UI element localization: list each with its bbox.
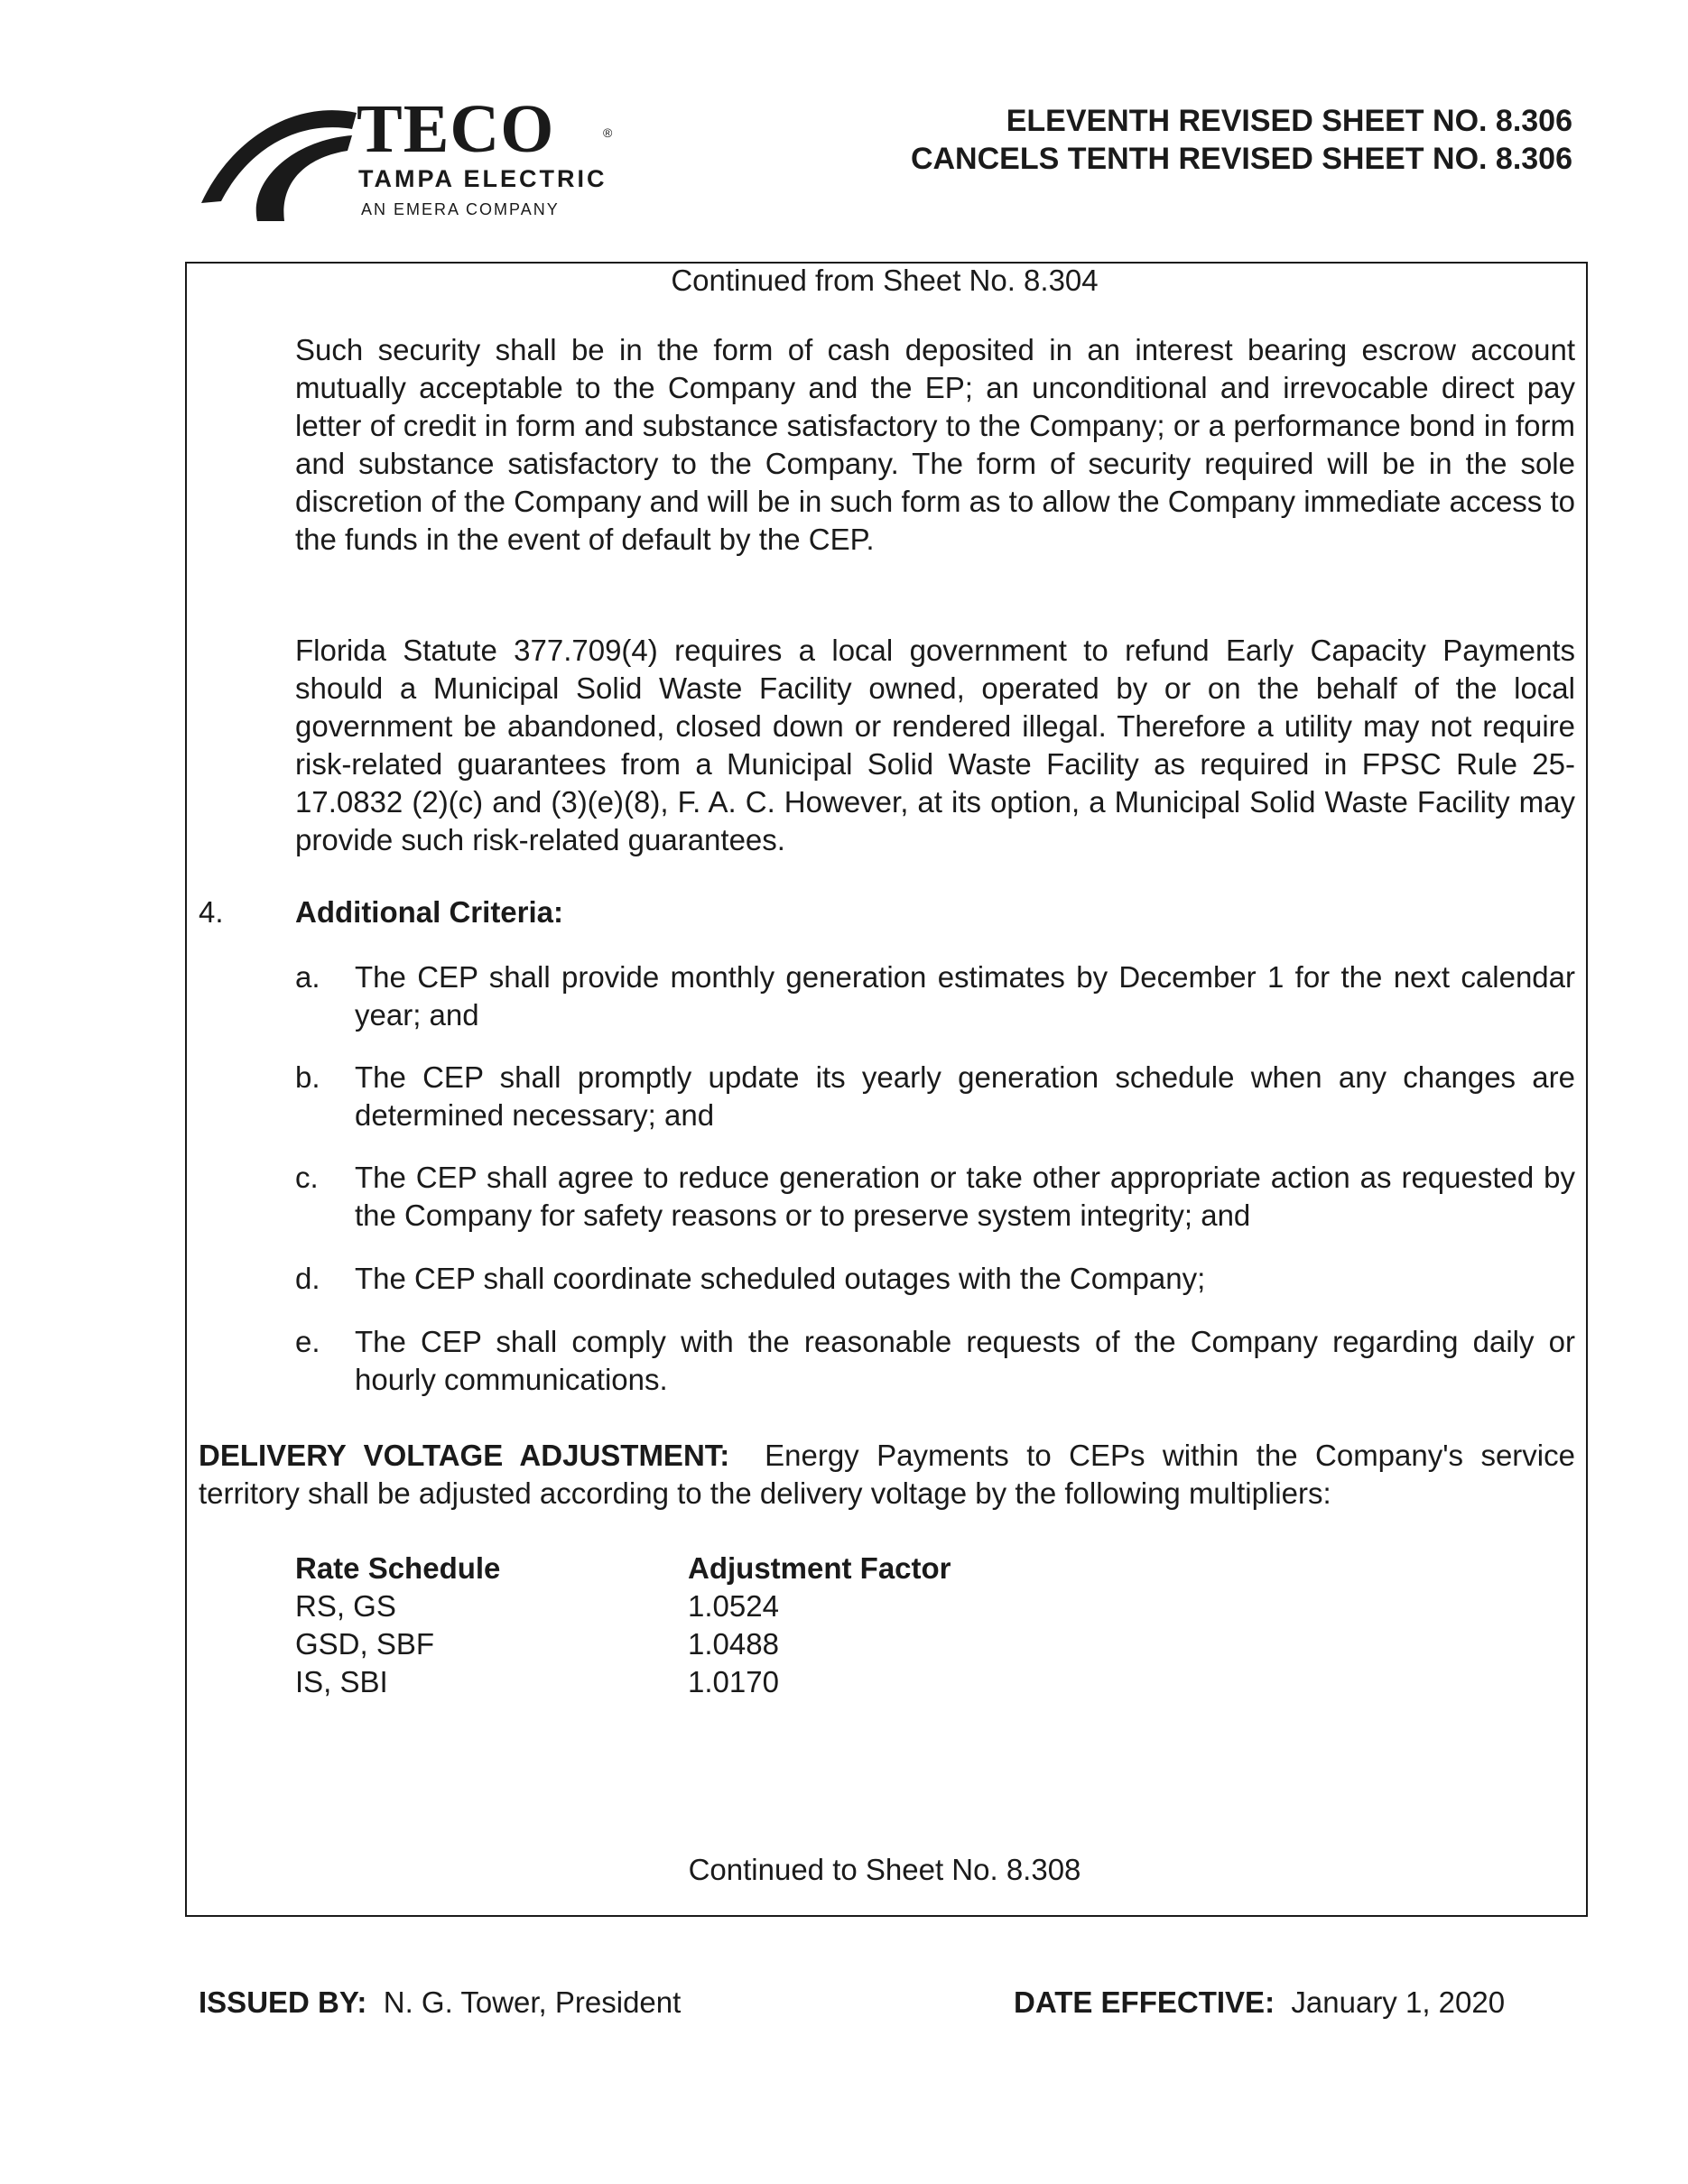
sheet-cancels-line: CANCELS TENTH REVISED SHEET NO. 8.306: [910, 142, 1572, 176]
criteria-text: The CEP shall comply with the reasonable requests of the Company regarding daily or hourly communications.: [355, 1325, 1575, 1396]
sheet-header: [911, 102, 1572, 178]
teco-swoosh-logo-icon: [194, 95, 357, 221]
adjustment-factor-cell: 1.0488: [688, 1627, 779, 1661]
criteria-letter: b.: [295, 1060, 320, 1094]
delivery-voltage-text: Energy Payments to CEPs within the Company's service territory shall be adjusted according to the delivery voltage by the following multipliers:: [199, 1439, 1575, 1510]
adjustment-factor-cell: 1.0170: [688, 1665, 779, 1698]
criteria-text: The CEP shall agree to reduce generation or take other appropriate action as requested by the Company for safety reasons or to preserve system integrity; and: [355, 1161, 1575, 1232]
issued-by: [199, 1985, 681, 2020]
issued-by-value: N. G. Tower, President: [383, 1985, 682, 2019]
statute-paragraph: Florida Statute 377.709(4) requires a local government to refund Early Capacity Payments should a Municipal Solid Waste Facility owned, operated by or on the behalf of the local government be abandoned, closed down or rendered illegal. Therefore a utility may not require risk-related guarantees from a Municipal Solid Waste Facility as required in FPSC Rule 25-17.0832 (2)(c) and (3)(e)(8), F. A. C. However, at its option, a Municipal Solid Waste Facility may provide such risk-related guarantees.: [295, 634, 1575, 856]
delivery-voltage-paragraph: [199, 1437, 1575, 1513]
criteria-text: The CEP shall promptly update its yearly generation schedule when any changes are determined necessary; and: [355, 1060, 1575, 1132]
issued-by-label: ISSUED BY:: [199, 1985, 367, 2019]
criteria-letter: e.: [295, 1325, 320, 1358]
section-number: 4.: [199, 895, 224, 929]
logo-subtitle: TAMPA ELECTRIC: [358, 165, 607, 192]
company-logo: [194, 91, 663, 221]
adjustment-factor-cell: 1.0524: [688, 1589, 779, 1623]
rate-schedule-cell: GSD, SBF: [295, 1627, 435, 1661]
continued-to-note: Continued to Sheet No. 8.308: [688, 1853, 1081, 1886]
continued-from-note: Continued from Sheet No. 8.304: [671, 264, 1099, 297]
section-title: Additional Criteria:: [295, 895, 564, 929]
criteria-item: [295, 1159, 1575, 1235]
logo-registered-mark: ®: [603, 125, 613, 140]
sheet-revision-line: ELEVENTH REVISED SHEET NO. 8.306: [1006, 104, 1572, 138]
criteria-item: [295, 958, 1575, 1034]
criteria-item: [295, 1059, 1575, 1134]
delivery-voltage-heading: DELIVERY VOLTAGE ADJUSTMENT:: [199, 1439, 730, 1472]
criteria-letter: a.: [295, 960, 320, 994]
date-effective-label: DATE EFFECTIVE:: [1014, 1985, 1275, 2019]
logo-name: TECO: [357, 91, 555, 167]
criteria-item: [295, 1260, 1575, 1298]
security-paragraph: Such security shall be in the form of cash deposited in an interest bearing escrow account mutually acceptable to the Company and the EP; an unconditional and irrevocable direct pay letter of credit in form and substance satisfactory to the Company; or a performance bond in form and substance satisfactory to the Company. The form of security required will be in the sole discretion of the Company and will be in such form as to allow the Company immediate access to the funds in the event of default by the CEP.: [295, 333, 1575, 556]
criteria-letter: d.: [295, 1262, 320, 1295]
criteria-text: The CEP shall coordinate scheduled outages with the Company;: [355, 1262, 1206, 1295]
date-effective: [1014, 1985, 1505, 2020]
column-header-adjustment-factor: Adjustment Factor: [688, 1551, 951, 1585]
rate-schedule-cell: RS, GS: [295, 1589, 396, 1623]
column-header-rate-schedule: Rate Schedule: [295, 1551, 501, 1585]
rate-schedule-cell: IS, SBI: [295, 1665, 388, 1698]
logo-tagline: AN EMERA COMPANY: [361, 200, 560, 218]
criteria-text: The CEP shall provide monthly generation estimates by December 1 for the next calendar year; and: [355, 960, 1575, 1032]
date-effective-value: January 1, 2020: [1291, 1985, 1506, 2019]
criteria-item: [295, 1323, 1575, 1399]
criteria-letter: c.: [295, 1161, 319, 1194]
